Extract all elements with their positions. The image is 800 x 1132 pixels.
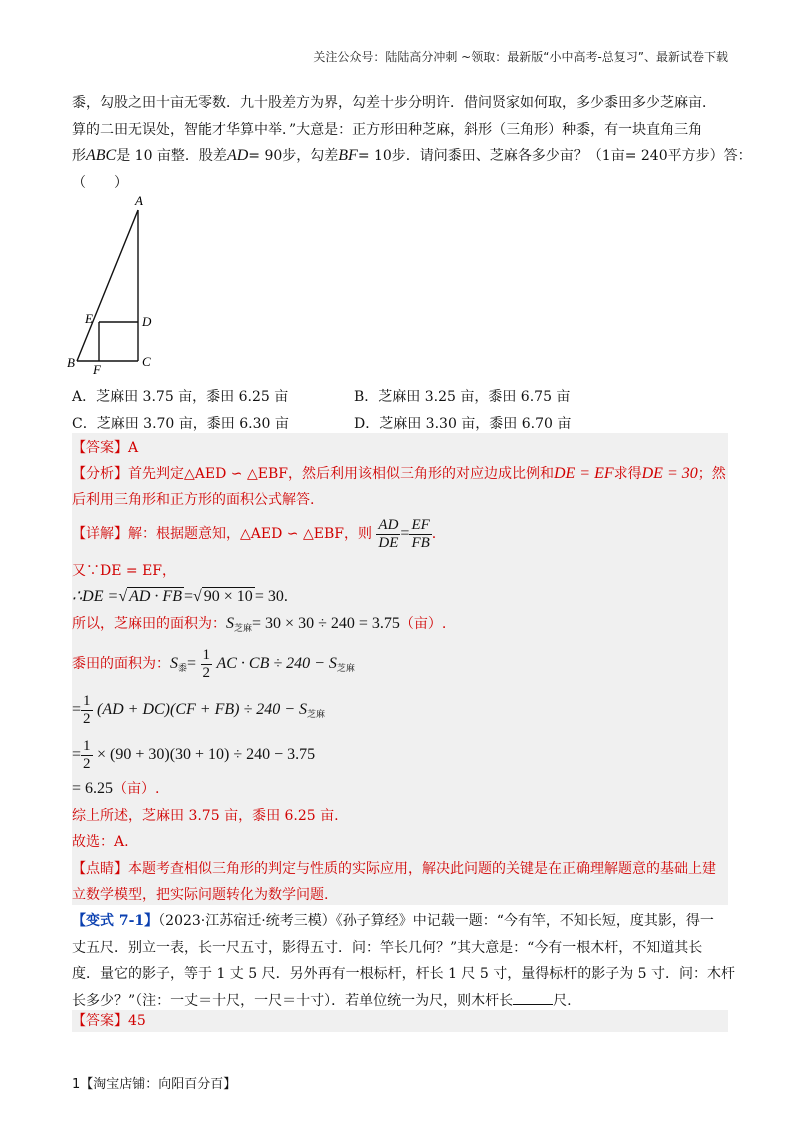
problem-line-3: 形ABC是 10 亩整．股差AD= 90步，勾差BF= 10步．请问黍田、芝麻各多少亩？（1亩= 240平方步）答： [72,147,752,164]
fraction-ef-fb: $\frac{EF}{FB}$ [411,516,430,551]
detail-line-8: = 6.25（亩）. [72,780,160,797]
variant-line-4: 长多少？”（注：一丈＝十尺，一尺＝十寸）．若单位统一为尺，则木杆长 尺. [72,993,572,1009]
option-b[interactable]: B．芝麻田 3.25 亩，黍田 6.75 亩 [354,389,571,405]
detail-line-6: = $\frac{1}{2}$ $(AD + DC)(CF + FB) \div 240 - S_{芝麻}$ [72,692,326,727]
detail-conclusion: 综上所述，芝麻田 3.75 亩，黍田 6.25 亩. [72,808,339,824]
label-f: F [93,362,101,375]
analysis-line-2: 后利用三角形和正方形的面积公式解答. [72,492,315,508]
detail-line-4: 所以，芝麻田的面积为：$S_{芝麻}= 30 \times 30 \div 240 = 3.75$（亩）. [72,615,447,634]
answer-bracket: （ ） [72,175,128,191]
page-footer: 1【淘宝店铺：向阳百分百】 [72,1077,237,1092]
page-header: 关注公众号：陆陆高分冲刺 ~领取：最新版“小中高考-总复习”、最新试卷下载 [313,50,728,64]
detail-line-3: ∴DE =√ AD · FB =√ 90 × 10 = 30. [72,588,288,605]
answer-line [72,437,138,459]
comment-line-2: 立数学模型，把实际问题转化为数学问题. [72,887,329,903]
detail-line-7: = $\frac{1}{2}$ × (90 + 30)(30 + 10) ÷ 240 − 3.75 [72,737,316,772]
triangle-figure [65,190,165,375]
label-d: D [142,314,152,329]
detail-line-5: 黍田的面积为：$S_黍=$ $\frac{1}{2}$ AC · CB ÷ $240 - S_{芝麻}$ [72,646,355,681]
option-a[interactable]: A．芝麻田 3.75 亩，黍田 6.25 亩 [72,389,289,405]
answer-blank [513,992,553,1005]
variant-line-2: 丈五尺．别立一表，长一尺五寸，影得五寸．问：竿长几何？”其大意是：“今有一根木杆，不知道其长 [72,940,703,956]
option-d[interactable]: D．芝麻田 3.30 亩，黍田 6.70 亩 [354,416,572,432]
answer-label: 【答案】 [72,440,128,456]
detail-intro: 【详解】解：根据题意知，△AED ∽ △EBF，则 $\frac{AD}{DE}$ = $\frac{EF}{FB}$ . [72,516,437,551]
problem-line-1: 黍，勾股之田十亩无零数．九十股差方为界，勾差十步分明许．借问贤家如何取，多少黍田多少芝麻亩． [72,95,716,111]
variant-answer-line: 【答案】45 [72,1013,146,1029]
analysis-line-1: 【分析】首先判定△AED ∽ △EBF，然后利用该相似三角形的对应边成比例和DE = EF求得DE = 30；然 [72,465,726,482]
variant-line-3: 度．量它的影子，等于 1 丈 5 尺．另外再有一根标杆，杆长 1 尺 5 寸，量得标杆的影子为 5 寸．问：木杆 [72,966,736,982]
label-b: B [67,355,75,370]
side-ab [77,210,138,361]
label-a: A [135,193,143,208]
problem-line-2: 算的二田无误处，智能才华算中举．”大意是：正方形田种芝麻，斜形（三角形）种黍，有一块直角三角 [72,122,703,138]
variant-line-1: 【变式 7-1】（2023·江苏宿迁·统考三模）《孙子算经》中记载一题：“今有竿，不知长短，度其影，得一 [72,913,714,929]
answer-value: A [128,440,139,456]
comment-line-1: 【点睛】本题考查相似三角形的判定与性质的实际应用，解决此问题的关键是在正确理解题意的基础上建 [72,861,716,877]
label-c: C [142,354,151,369]
detail-line-2: 又∵DE = EF， [72,563,177,579]
detail-choice: 故选：A. [72,834,129,850]
variant-label: 【变式 7-1】 [72,913,159,929]
variant-answer-block [72,1010,728,1032]
label-e: E [85,311,93,326]
option-c[interactable]: C．芝麻田 3.70 亩，黍田 6.30 亩 [72,416,289,432]
fraction-ad-de: $\frac{AD}{DE}$ [378,516,399,551]
